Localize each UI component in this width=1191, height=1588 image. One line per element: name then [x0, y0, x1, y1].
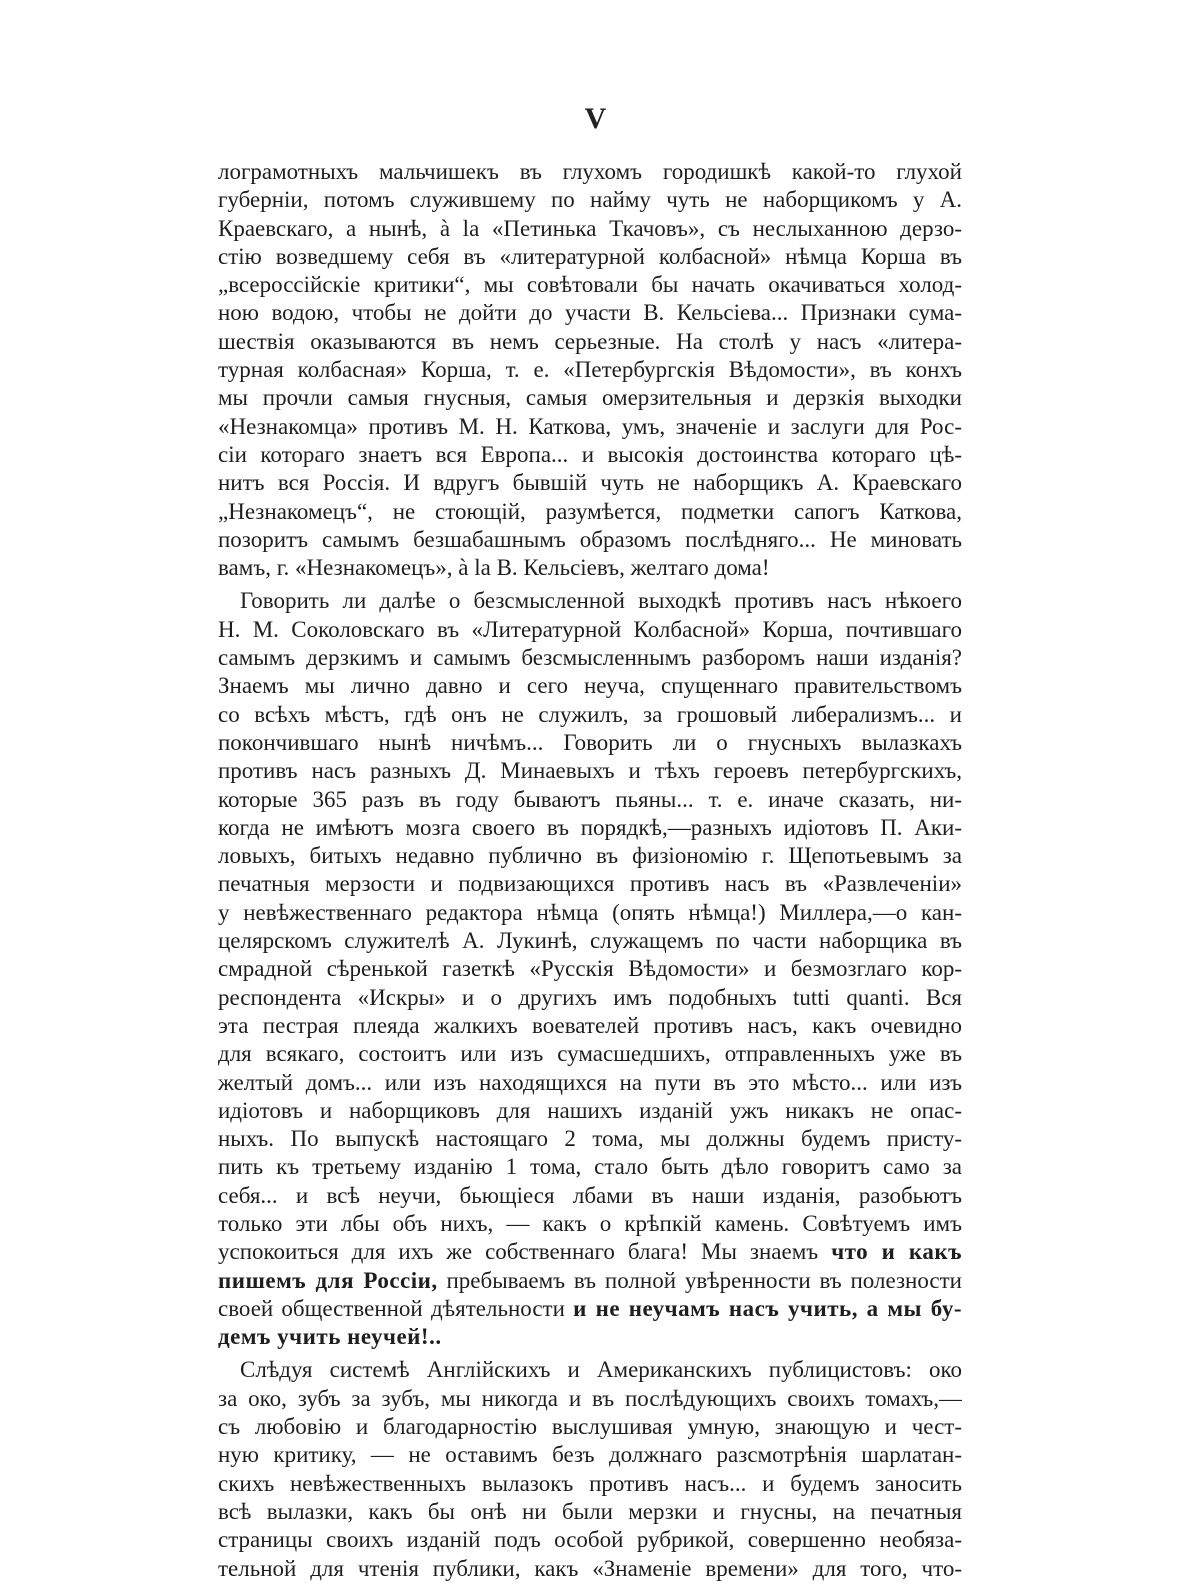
text-line: со всѣхъ мѣстъ, гдѣ онъ не служилъ, за грошовый либерализмъ... и	[218, 701, 962, 727]
text-line: смрадной сѣренькой газеткѣ «Русскія Вѣдомости» и безмозглаго кор-	[218, 956, 962, 982]
text-line: противъ насъ разныхъ Д. Минаевыхъ и тѣхъ героевъ петербургскихъ,	[218, 758, 962, 784]
page-number: V	[584, 102, 607, 135]
text-line: Слѣдуя системѣ Англійскихъ и Американскихъ публицистовъ: око	[240, 1357, 962, 1383]
text-line: целярскомъ служителѣ А. Лукинѣ, служащемъ по части наборщика въ	[218, 928, 962, 954]
text-line: мы прочли самыя гнусныя, самыя омерзительныя и дерзкія выходки	[218, 385, 962, 411]
bold-text-run: демъ учить неучей!..	[218, 1324, 442, 1350]
paragraph-3	[218, 1356, 962, 1582]
text-line: всѣ вылазки, какъ бы онѣ ни были мерзки и гнусны, на печатныя	[218, 1498, 962, 1524]
text-line: только эти лбы объ нихъ, — какъ о крѣпкій камень. Совѣтуемъ имъ	[218, 1210, 962, 1236]
text-line: ловыхъ, битыхъ недавно публично въ физіономію г. Щепотьевымъ за	[218, 843, 962, 869]
text-line: эта пестрая плеяда жалкихъ воевателей противъ насъ, какъ очевидно	[218, 1012, 962, 1038]
text-line: нитъ вся Россія. И вдругъ бывшій чуть не наборщикъ А. Краевскаго	[218, 470, 962, 496]
text-run: пребываемъ въ полной увѣренности въ полезности	[446, 1267, 962, 1293]
text-line: идіотовъ и наборщиковъ для нашихъ изданій ужъ никакъ не опас-	[218, 1097, 962, 1123]
text-line: вамъ, г. «Незнакомецъ», à la В. Кельсіевъ, желтаго дома!	[218, 555, 770, 581]
text-run: успокоиться для ихъ же собственнаго блага! Мы знаемъ	[218, 1239, 819, 1265]
text-line: самымъ дерзкимъ и самымъ безсмысленнымъ разборомъ наши изданія?	[218, 645, 962, 671]
text-line: ную критику, — не оставимъ безъ должнаго разсмотрѣнія шарлатан-	[218, 1442, 962, 1468]
text-line: за око, зубъ за зубъ, мы никогда и въ послѣдующихъ своихъ томахъ,—	[218, 1385, 962, 1411]
paragraph-1	[218, 158, 962, 582]
text-line: позоритъ самымъ безшабашнымъ образомъ послѣдняго... Не миновать	[218, 526, 962, 552]
text-line: сіи котораго знаетъ вся Европа... и высокія достоинства котораго цѣ-	[218, 441, 962, 467]
text-line: скихъ невѣжественныхъ вылазокъ противъ насъ... и будемъ заносить	[218, 1470, 962, 1496]
bold-text-run: что и какъ	[831, 1239, 962, 1265]
text-line: которые 365 разъ въ году бываютъ пьяны... т. е. иначе сказать, ни-	[218, 786, 962, 812]
text-line: респондента «Искры» и о другихъ имъ подобныхъ tutti quanti. Вся	[218, 984, 962, 1010]
text-line: покончившаго нынѣ ничѣмъ... Говорить ли о гнусныхъ вылазкахъ	[218, 729, 962, 755]
text-line: стію возведшему себя въ «литературной колбасной» нѣмца Корша въ	[218, 243, 962, 269]
text-line: ныхъ. По выпускѣ настоящаго 2 тома, мы должны будемъ присту-	[218, 1126, 962, 1152]
text-line: желтый домъ... или изъ находящихся на пути въ это мѣсто... или изъ	[218, 1069, 962, 1095]
text-line	[218, 1295, 962, 1323]
text-line: „всероссійскіе критики“, мы совѣтовали бы начать окачиваться холод-	[218, 272, 962, 298]
text-line: Краевскаго, а нынѣ, à la «Петинька Ткачовъ», съ неслыханною дерзо-	[218, 215, 962, 241]
bold-text-run: и не неучамъ насъ учить, а мы бу-	[573, 1295, 962, 1321]
text-line: губерніи, потомъ служившему по найму чуть не наборщикомъ у А.	[218, 187, 962, 213]
text-line: тельной для чтенія публики, какъ «Знаменіе времени» для того, что-	[218, 1555, 962, 1581]
bold-text-run: пишемъ для Россіи,	[218, 1267, 438, 1293]
text-line: ною водою, чтобы не дойти до участи В. Кельсіева... Признаки сума-	[218, 300, 962, 326]
text-line: шествія оказываются въ немъ серьезные. На столѣ у насъ «литера-	[218, 328, 962, 354]
text-line	[218, 1267, 962, 1295]
text-line: «Незнакомца» противъ М. Н. Каткова, умъ, значеніе и заслуги для Рос-	[218, 413, 962, 439]
text-line: лограмотныхъ мальчишекъ въ глухомъ городишкѣ какой-то глухой	[218, 159, 962, 184]
text-line: печатныя мерзости и подвизающихся противъ насъ въ «Развлеченіи»	[218, 871, 962, 897]
text-line: Знаемъ мы лично давно и сего неуча, спущеннаго правительствомъ	[218, 673, 962, 699]
text-line: у невѣжественнаго редактора нѣмца (опять нѣмца!) Миллера,—о кан-	[218, 899, 962, 925]
text-line: съ любовію и благодарностію выслушивая умную, знающую и чест-	[218, 1414, 962, 1440]
text-line: страницы своихъ изданій подъ особой рубрикой, совершенно необяза-	[218, 1527, 962, 1553]
text-run: своей общественной дѣятельности	[218, 1295, 565, 1321]
text-line: для всякаго, состоитъ или изъ сумасшедшихъ, отправленныхъ уже въ	[218, 1041, 962, 1067]
text-line: себя... и всѣ неучи, бьющіеся лбами въ наши изданія, разобьютъ	[218, 1182, 962, 1208]
text-line: Н. М. Соколовскаго въ «Литературной Колбасной» Корша, почтившаго	[218, 616, 962, 642]
text-line: турная колбасная» Корша, т. е. «Петербургскія Вѣдомости», въ конхъ	[218, 357, 962, 383]
text-line: Говорить ли далѣе о безсмысленной выходкѣ противъ насъ нѣкоего	[240, 588, 962, 614]
text-line	[218, 1238, 962, 1266]
paragraph-2	[218, 587, 962, 1351]
text-line: когда не имѣютъ мозга своего въ порядкѣ,—разныхъ идіотовъ П. Аки-	[218, 814, 962, 840]
text-line: „Незнакомецъ“, не стоющій, разумѣется, подметки сапогъ Каткова,	[218, 498, 962, 524]
text-line	[218, 1323, 962, 1351]
text-line: пить къ третьему изданію 1 тома, стало быть дѣло говоритъ само за	[218, 1154, 962, 1180]
body-text	[218, 158, 962, 1583]
